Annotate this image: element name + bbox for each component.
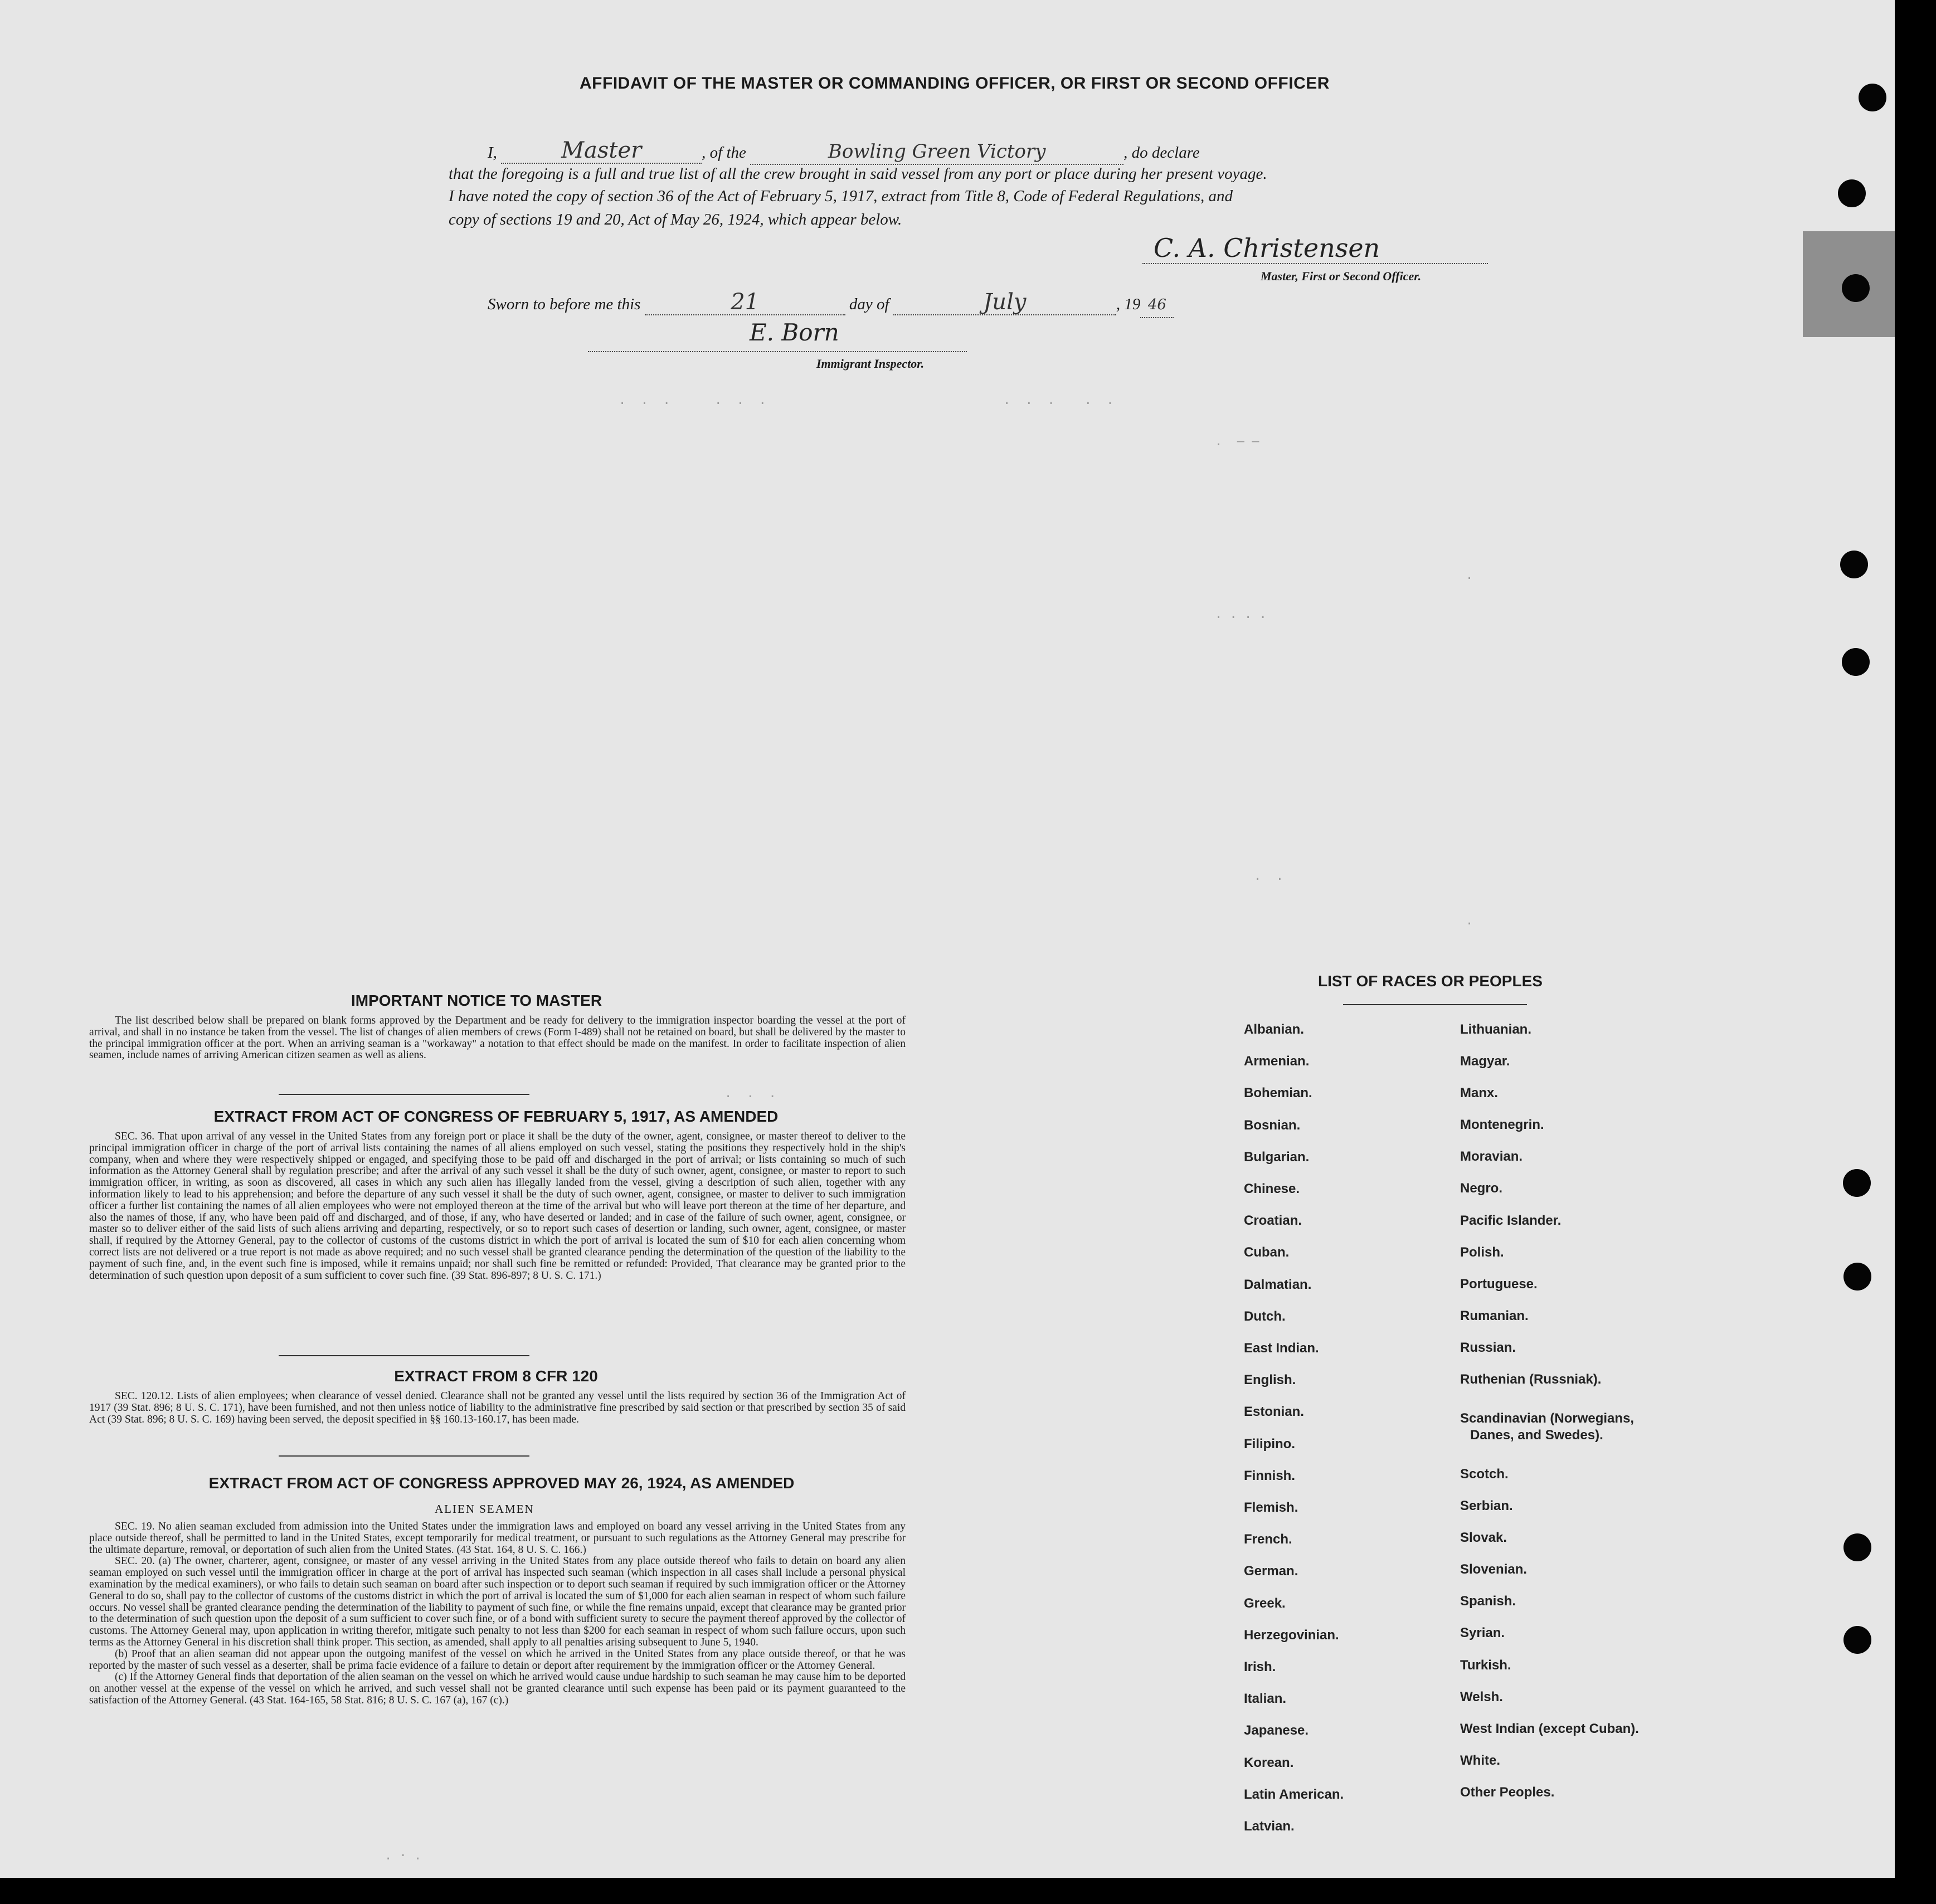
divider [279,1355,529,1356]
race-item: Dutch. [1244,1308,1286,1324]
race-item: Danes, and Swedes). [1470,1428,1603,1443]
declaration-line-4: copy of sections 19 and 20, Act of May 26, 1924, which appear below. [449,211,902,228]
bleed-through-mark: . · . [385,1849,422,1863]
race-item: Latvian. [1244,1819,1295,1834]
alien-seamen-subtitle: ALIEN SEAMEN [435,1502,534,1516]
race-item: German. [1244,1564,1298,1579]
bleed-through-mark: . . . . . [1003,393,1114,407]
race-item: Turkish. [1460,1658,1511,1673]
race-item: French. [1244,1532,1292,1547]
notice-paragraph: The list described below shall be prepared on blank forms approved by the Department and be ready for delivery to the immigration inspector boarding the vessel at the port of arrival, and shall in no instance be taken from the vessel. The list of changes of alien members of crews (Form I-489) shall not be retained on board, but shall be delivered by the master to the principal immigration officer at the port. When an arriving seaman is a "workaway" a notation to that effect should be made on the manifest. In order to facilitate inspection of alien seamen, include names of arriving American citizen seamen as well as aliens. [89,1015,906,1061]
punch-hole [1843,1626,1871,1654]
race-item: West Indian (except Cuban). [1460,1721,1639,1736]
race-item: Pacific Islander. [1460,1213,1562,1228]
race-item: Slovak. [1460,1530,1507,1545]
race-item: Cuban. [1244,1245,1290,1260]
race-item: Armenian. [1244,1054,1310,1069]
section-120-12-paragraph: SEC. 120.12. Lists of alien employees; when clearance of vessel denied. Clearance shall not be granted any vessel until the lists required by section 36 of the Immigration Act of 1917 (39 Stat. 896; 8 U. S. C. 171), have been furnished, and not then unless notice of liability to the administrative fine prescribed by said section or that prescribed by section 35 of said Act (39 Stat. 896; 8 U. S. C. 169) having been served, the deposit specified in §§ 160.13-160.17, has been made. [89,1390,906,1425]
section-20c-paragraph: (c) If the Attorney General finds that deportation of the alien seaman on the vessel on which he arrived would cause undue hardship to such seaman he may cause him to be deported on another vessel at the expense of the vessel on which he arrived, and such vessel shall not be granted clearance until such expense has been paid or its payment guaranteed to the satisfaction of the Attorney General. (43 Stat. 164-165, 58 Stat. 816; 8 U. S. C. 167 (a), 167 (c).) [89,1671,906,1706]
race-item: Manx. [1460,1085,1499,1100]
master-caption: Master, First or Second Officer. [1261,269,1422,283]
sworn-day-field: 21 [645,290,845,315]
declaration-line-1 [449,138,1491,165]
race-item: Dalmatian. [1244,1277,1312,1292]
race-item: Slovenian. [1460,1562,1528,1577]
extract-1924-text [89,1521,906,1707]
race-item: Magyar. [1460,1054,1510,1069]
year-prefix: , 19 [1116,295,1141,313]
race-item: Croatian. [1244,1213,1302,1229]
bleed-through-mark: . [1466,568,1473,582]
race-item: Estonian. [1244,1404,1305,1420]
race-item: Chinese. [1244,1181,1300,1196]
section-20b-paragraph: (b) Proof that an alien seaman did not appear upon the outgoing manifest of the vessel on which he arrived in the United States from any place outside thereof, or that he was reported by the master of such vessel as a deserter, shall be prima facie evidence of a failure to detain or deport after requirement by the immigration officer or the Attorney General. [89,1648,906,1672]
declaration-i: I, [488,144,497,162]
race-item: Montenegrin. [1460,1117,1544,1132]
race-item: Negro. [1460,1181,1503,1196]
race-item: Russian. [1460,1340,1516,1355]
race-item: English. [1244,1372,1296,1388]
race-item: Lithuanian. [1460,1022,1531,1037]
punch-hole [1842,648,1870,676]
race-item: Flemish. [1244,1500,1298,1515]
race-item: Finnish. [1244,1468,1295,1483]
declaration-of-the: , of the [702,144,746,162]
master-signature: C. A. Christensen [1154,233,1380,263]
sworn-line [449,290,1491,318]
punch-hole [1843,1263,1871,1291]
race-item: Albanian. [1244,1022,1305,1037]
punch-hole [1843,1169,1871,1197]
extract-1917-text [89,1131,906,1282]
bleed-through-mark: . . . . [1215,607,1267,621]
race-item: Korean. [1244,1755,1294,1770]
race-item: Welsh. [1460,1689,1503,1705]
bleed-through-mark: . [1466,914,1473,928]
race-item: Spanish. [1460,1594,1516,1609]
declaration-line-2: that the foregoing is a full and true list of all the crew brought in said vessel from any port or place during her present voyage. [449,165,1267,183]
sworn-year-field: 46 [1140,293,1174,318]
race-item: Ruthenian (Russniak). [1460,1372,1602,1387]
race-item: Herzegovinian. [1244,1627,1339,1643]
races-list-title: LIST OF RACES OR PEOPLES [1318,972,1543,990]
day-of-label: day of [849,295,889,313]
divider [1343,1004,1527,1005]
race-item: Bulgarian. [1244,1149,1310,1165]
master-signature-line [1142,263,1488,264]
race-item: Filipino. [1244,1436,1295,1452]
race-item: Scotch. [1460,1467,1509,1482]
vessel-name-field: Bowling Green Victory [750,139,1123,165]
declaration-line-3: I have noted the copy of section 36 of the Act of February 5, 1917, extract from Title 8, Code of Federal Regulations, and [449,187,1233,205]
race-item: Syrian. [1460,1625,1505,1640]
race-item: Portuguese. [1460,1277,1538,1292]
inspector-signature: E. Born [750,319,839,346]
notice-title: IMPORTANT NOTICE TO MASTER [351,992,602,1009]
punch-hole [1859,84,1886,111]
extract-cfr-title: EXTRACT FROM 8 CFR 120 [394,1367,598,1385]
race-item: East Indian. [1244,1341,1319,1356]
notice-text [89,1015,906,1061]
divider [279,1455,529,1457]
bleed-through-mark: . . . . . . [619,393,766,407]
section-20a-paragraph: SEC. 20. (a) The owner, charterer, agent, consignee, or master of any vessel arriving in the United States from any place outside thereof who fails to detain on board any alien seaman employed on such vessel until the immigration officer in charge at the port of arrival has inspected such seaman (which inspection in all cases shall include a personal physical examination by the medical examiners), or who fails to detain such seaman on board after such inspection or to deport such seaman if required by such immigration officer or the Attorney General to do so, shall pay to the collector of customs of the customs district in which the port of arrival is located the sum of $1,000 for each alien seaman in respect of whom such failure occurs. No vessel shall be granted clearance pending the determination of the liability to payment of such fine, or while the fine remains unpaid, except that clearance may be granted prior to the determination of such question upon the deposit of a sum sufficient to cover such fine, or of a bond with sufficient surety to secure the payment thereof approved by the collector of customs. The Attorney General may, upon application in writing therefor, mitigate such penalty to not less than $200 for each seaman in respect of whom such failure occurs, upon such terms as the Attorney General in his discretion shall think proper. This section, as amended, shall apply to all penalties arising subsequent to June 5, 1940. [89,1555,906,1648]
extract-cfr-text [89,1391,906,1425]
punch-hole [1838,179,1866,207]
punch-hole [1840,551,1868,578]
inspector-signature-line [588,351,967,352]
race-item: Latin American. [1244,1786,1344,1802]
extract-1924-title: EXTRACT FROM ACT OF CONGRESS APPROVED MAY 26, 1924, AS AMENDED [208,1474,795,1492]
divider [279,1094,529,1095]
extract-1917-title: EXTRACT FROM ACT OF CONGRESS OF FEBRUARY 5, 1917, AS AMENDED [213,1108,779,1125]
officer-title-field: Master [501,138,702,164]
bleed-through-mark: . . . [724,1087,776,1100]
sworn-label: Sworn to before me this [488,295,641,313]
punch-hole [1842,274,1870,302]
race-item: Irish. [1244,1659,1276,1674]
race-item: White. [1460,1753,1500,1768]
race-item: Bosnian. [1244,1117,1301,1133]
race-item: Bohemian. [1244,1085,1312,1101]
race-item: Polish. [1460,1245,1504,1260]
section-36-paragraph: SEC. 36. That upon arrival of any vessel in the United States from any foreign port or place it shall be the duty of the owner, agent, consignee, or master thereof to deliver to the principal immigration officer in charge of the port of arrival lists containing the names of all aliens employed on such vessel, stating the positions they respectively hold in the ship's company, when and where they were respectively shipped or engaged, and specifying those to be paid off and discharged in the port of arrival; or lists containing so much of such information as the Attorney General shall by regulation prescribe; and after the arrival of any such vessel it shall be the duty of such owner, agent, consignee, or master to report to such immigration officer, in writing, as soon as discovered, all cases in which any such alien has illegally landed from the vessel, giving a description of such alien, together with any information likely to lead to his apprehension; and before the departure of any such vessel it shall be the duty of such owner, agent, consignee, or master to deliver to such immigration officer a further list containing the names of all alien employees who were not employed thereon at the time of the arrival but who will leave port thereon at the time of her departure, and also the names of those, if any, who have been paid off and discharged, and of those, if any, who have deserted or landed; and in case of the failure of such owner, agent, consignee, or master so to deliver either of the said lists of such aliens arriving and departing, respectively, or so to report such cases of desertion or landing, such owner, agent, consignee, or master shall, if required by the Attorney General, pay to the collector of customs of the customs district in which the port of arrival is located the sum of $10 for each alien concerning whom correct lists are not delivered or a true report is not made as above required; and no such vessel shall be granted clearance pending the determination of the question of the liability to the payment of such fine, and, in the event such fine is imposed, while it remains unpaid; nor shall such fine be remitted or refunded: Provided, That clearance may be granted prior to the determination of such question upon deposit of a sum sufficient to cover such fine. (39 Stat. 896-897; 8 U. S. C. 171.) [89,1131,906,1282]
race-item: Moravian. [1460,1149,1523,1164]
race-item: Greek. [1244,1595,1286,1611]
punch-hole [1843,1533,1871,1561]
sworn-month-field: July [893,290,1116,315]
race-item: Japanese. [1244,1723,1309,1739]
section-19-paragraph: SEC. 19. No alien seaman excluded from admission into the United States under the immigration laws and employed on board any vessel arriving in the United States from any place outside thereof, shall be permitted to land in the United States, except temporarily for medical treatment, or pursuant to such regulations as the Attorney General may prescribe for the ultimate departure, removal, or deportation of such alien from the United States. (43 Stat. 164, 8 U. S. C. 166.) [89,1521,906,1556]
bleed-through-mark: . . [1254,869,1283,883]
race-item: Italian. [1244,1691,1287,1707]
affidavit-title: AFFIDAVIT OF THE MASTER OR COMMANDING OFFICER, OR FIRST OR SECOND OFFICER [580,74,1330,92]
race-item: Other Peoples. [1460,1785,1555,1800]
declaration-declare: , do declare [1123,144,1200,162]
race-item: Rumanian. [1460,1308,1529,1323]
bleed-through-mark: . – – [1215,435,1259,449]
race-item: Serbian. [1460,1498,1513,1513]
inspector-caption: Immigrant Inspector. [816,357,925,371]
race-item: Scandinavian (Norwegians, [1460,1411,1635,1426]
